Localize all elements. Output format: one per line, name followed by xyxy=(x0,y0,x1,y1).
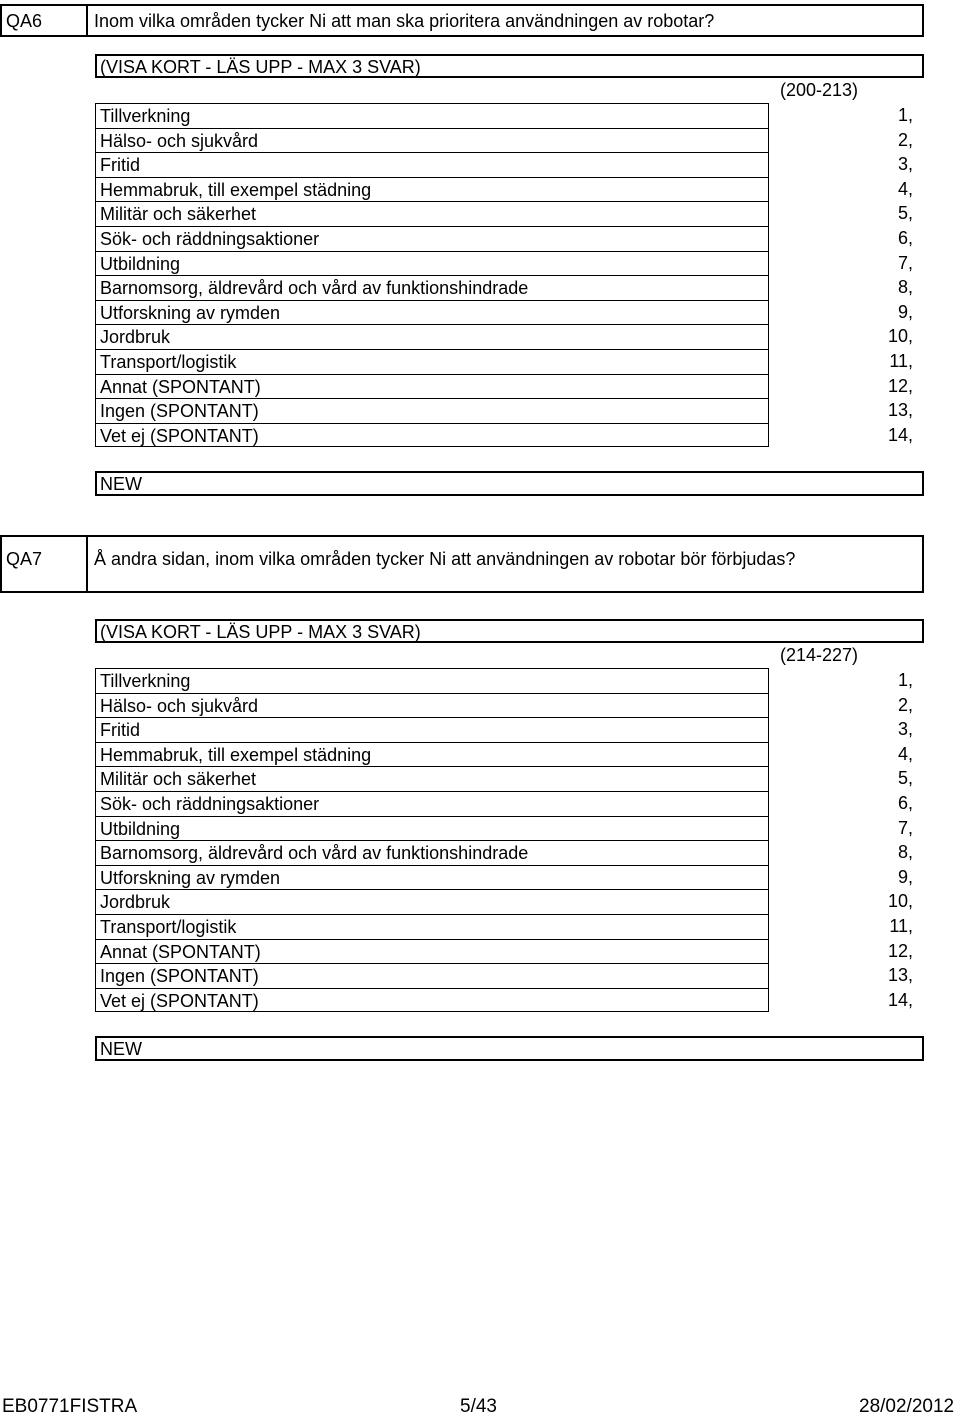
option-code: 6, xyxy=(897,227,913,248)
option-label: Militär och säkerhet xyxy=(95,766,769,791)
option-code: 1, xyxy=(897,670,913,690)
footer-doc-id: EB0771FISTRA xyxy=(2,1396,138,1417)
option-code: 12, xyxy=(887,375,913,396)
option-code: 1, xyxy=(897,105,913,125)
option-label: Hälso- och sjukvård xyxy=(95,693,769,718)
option-code: 11, xyxy=(889,350,913,371)
option-label: Utbildning xyxy=(95,816,769,841)
question-code: QA7 xyxy=(2,537,88,591)
option-label: Jordbruk xyxy=(95,324,769,349)
option-label: Ingen (SPONTANT) xyxy=(95,963,769,988)
option-label: Utbildning xyxy=(95,251,769,276)
option-code: 9, xyxy=(897,866,913,887)
option-code: 2, xyxy=(897,129,913,150)
option-code: 3, xyxy=(897,154,913,175)
option-code: 4, xyxy=(897,743,913,764)
option-label: Annat (SPONTANT) xyxy=(95,939,769,964)
option-code: 11, xyxy=(889,915,913,936)
question-code: QA6 xyxy=(2,6,88,35)
option-code: 14, xyxy=(887,989,913,1010)
option-label: Hemmabruk, till exempel städning xyxy=(95,742,769,767)
option-label: Sök- och räddningsaktioner xyxy=(95,791,769,816)
question-text: Inom vilka områden tycker Ni att man ska prioritera användningen av robotar? xyxy=(94,11,715,31)
option-code: 8, xyxy=(897,277,913,298)
option-label: Barnomsorg, äldrevård och vård av funktionshindrade xyxy=(95,275,769,300)
option-label: Annat (SPONTANT) xyxy=(95,374,769,399)
option-label: Tillverkning xyxy=(95,103,769,128)
option-label: Tillverkning xyxy=(95,668,769,693)
qa7-new-box: NEW xyxy=(95,1036,924,1061)
option-code: 10, xyxy=(887,326,913,347)
qa7-instruction: (VISA KORT - LÄS UPP - MAX 3 SVAR) xyxy=(95,619,924,643)
option-label: Hemmabruk, till exempel städning xyxy=(95,177,769,202)
option-label: Militär och säkerhet xyxy=(95,201,769,226)
option-label: Barnomsorg, äldrevård och vård av funktionshindrade xyxy=(95,840,769,865)
qa7-range: (214-227) xyxy=(779,645,858,665)
option-code: 5, xyxy=(897,768,913,789)
option-label: Transport/logistik xyxy=(95,914,769,939)
question-text: Å andra sidan, inom vilka områden tycker Ni att användningen av robotar bör förbjudas? xyxy=(94,549,796,569)
option-label: Fritid xyxy=(95,152,769,177)
option-label: Utforskning av rymden xyxy=(95,300,769,325)
option-code: 13, xyxy=(887,400,913,421)
option-label: Jordbruk xyxy=(95,889,769,914)
option-code: 12, xyxy=(887,940,913,961)
option-code: 5, xyxy=(897,203,913,224)
footer-date: 28/02/2012 xyxy=(859,1396,955,1417)
option-label: Transport/logistik xyxy=(95,349,769,374)
option-code: 9, xyxy=(897,301,913,322)
option-code: 2, xyxy=(897,694,913,715)
option-code: 4, xyxy=(897,178,913,199)
qa6-instruction: (VISA KORT - LÄS UPP - MAX 3 SVAR) xyxy=(95,54,924,78)
qa6-new-box: NEW xyxy=(95,471,924,496)
option-label: Sök- och räddningsaktioner xyxy=(95,226,769,251)
option-code: 6, xyxy=(897,792,913,813)
option-code: 3, xyxy=(897,719,913,740)
option-code: 10, xyxy=(887,891,913,912)
option-code: 14, xyxy=(887,424,913,445)
option-label: Fritid xyxy=(95,717,769,742)
footer-page-number: 5/43 xyxy=(460,1396,497,1417)
option-label: Vet ej (SPONTANT) xyxy=(95,988,769,1013)
qa7-header xyxy=(0,535,924,593)
option-code: 13, xyxy=(887,965,913,986)
qa6-header xyxy=(0,4,924,37)
option-label: Ingen (SPONTANT) xyxy=(95,398,769,423)
option-label: Vet ej (SPONTANT) xyxy=(95,423,769,448)
option-code: 8, xyxy=(897,842,913,863)
option-code: 7, xyxy=(897,817,913,838)
option-label: Utforskning av rymden xyxy=(95,865,769,890)
qa6-range: (200-213) xyxy=(779,80,858,100)
option-code: 7, xyxy=(897,252,913,273)
option-label: Hälso- och sjukvård xyxy=(95,128,769,153)
